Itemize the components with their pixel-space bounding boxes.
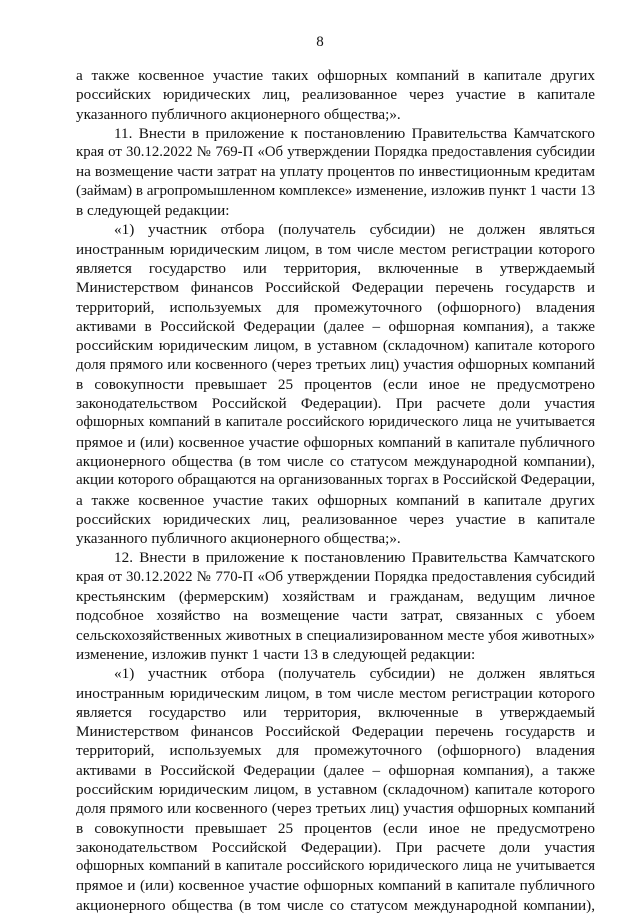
text-line: на возмещение части затрат на уплату процентов по инвестиционным кредитам xyxy=(76,163,595,181)
text-line: «1) участник отбора (получатель субсидии) не должен являться xyxy=(114,665,595,683)
text-line: указанного публичного акционерного общества;». xyxy=(76,530,401,548)
text-line: российским юридическим лицом, в уставном (складочном) капитале которого xyxy=(76,780,595,798)
text-line: законодательством Российской Федерации). При расчете доли участия xyxy=(76,395,595,413)
document-body xyxy=(76,66,595,915)
text-line: в совокупности превышает 25 процентов (если иное не предусмотрено xyxy=(76,819,595,837)
text-line: является государство или территория, включенные в утверждаемый xyxy=(76,703,595,721)
text-line: российских юридических лиц, реализованное через участие в капитале xyxy=(76,510,595,528)
text-line: указанного публичного акционерного общества;». xyxy=(76,105,401,123)
text-line: доля прямого или косвенного (через третьих лиц) участия офшорных компаний xyxy=(76,800,595,818)
text-line: сельскохозяйственных животных в специализированном месте убоя животных» xyxy=(76,626,595,644)
text-line: подсобное хозяйство на возмещение части затрат, связанных с убоем xyxy=(76,607,595,625)
text-line: (займам) в агропромышленном комплексе» изменение, изложив пункт 1 части 13 xyxy=(76,182,596,199)
text-line: территорий, используемых для промежуточного (офшорного) владения xyxy=(76,298,595,316)
text-line: иностранным юридическим лицом, в том числе местом регистрации которого xyxy=(76,684,595,702)
text-line: изменение, изложив пункт 1 части 13 в следующей редакции: xyxy=(76,645,476,663)
text-line: активами в Российской Федерации (далее – офшорная компания), а также xyxy=(76,317,595,335)
text-line: прямое и (или) косвенное участие офшорных компаний в капитале публичного xyxy=(76,433,595,451)
text-line: Министерством финансов Российской Федерации перечень государств и xyxy=(76,723,595,741)
text-line: иностранным юридическим лицом, в том числе местом регистрации которого xyxy=(76,240,595,258)
text-line: акционерного общества (в том числе со статусом международной компании), xyxy=(76,452,595,470)
text-line: акционерного общества (в том числе со статусом международной компании), xyxy=(76,896,595,914)
text-line: офшорных компаний в капитале российского юридического лица не учитывается xyxy=(76,414,595,431)
text-line: законодательством Российской Федерации). При расчете доли участия xyxy=(76,838,595,856)
text-line: в следующей редакции: xyxy=(76,202,230,220)
text-line: 11. Внести в приложение к постановлению Правительства Камчатского xyxy=(114,124,595,142)
text-line: доля прямого или косвенного (через третьих лиц) участия офшорных компаний xyxy=(76,356,595,374)
text-line: является государство или территория, включенные в утверждаемый xyxy=(76,259,595,277)
text-line: территорий, используемых для промежуточного (офшорного) владения xyxy=(76,742,595,760)
text-line: крестьянским (фермерским) хозяйствам и гражданам, ведущим личное xyxy=(76,588,595,606)
text-line: акции которого обращаются на организованных торгах в Российской Федерации, xyxy=(76,472,596,489)
text-line: в совокупности превышает 25 процентов (если иное не предусмотрено xyxy=(76,375,595,393)
text-line: а также косвенное участие таких офшорных компаний в капитале других xyxy=(76,67,595,84)
text-line: офшорных компаний в капитале российского юридического лица не учитывается xyxy=(76,858,595,875)
text-line: российских юридических лиц, реализованное через участие в капитале xyxy=(76,86,595,104)
text-line: Министерством финансов Российской Федерации перечень государств и xyxy=(76,279,595,297)
text-line: 12. Внести в приложение к постановлению Правительства Камчатского xyxy=(114,549,595,567)
text-line: края от 30.12.2022 № 769-П «Об утверждении Порядка предоставления субсидии xyxy=(76,144,595,161)
text-line: края от 30.12.2022 № 770-П «Об утверждении Порядка предоставления субсидий xyxy=(76,568,595,585)
text-line: «1) участник отбора (получатель субсидии) не должен являться xyxy=(114,221,595,239)
text-line: активами в Российской Федерации (далее – офшорная компания), а также xyxy=(76,761,595,779)
text-line: прямое и (или) косвенное участие офшорных компаний в капитале публичного xyxy=(76,877,595,895)
text-line: российским юридическим лицом, в уставном (складочном) капитале которого xyxy=(76,337,595,355)
text-line: а также косвенное участие таких офшорных компаний в капитале других xyxy=(76,491,595,509)
page-number: 8 xyxy=(316,34,324,50)
